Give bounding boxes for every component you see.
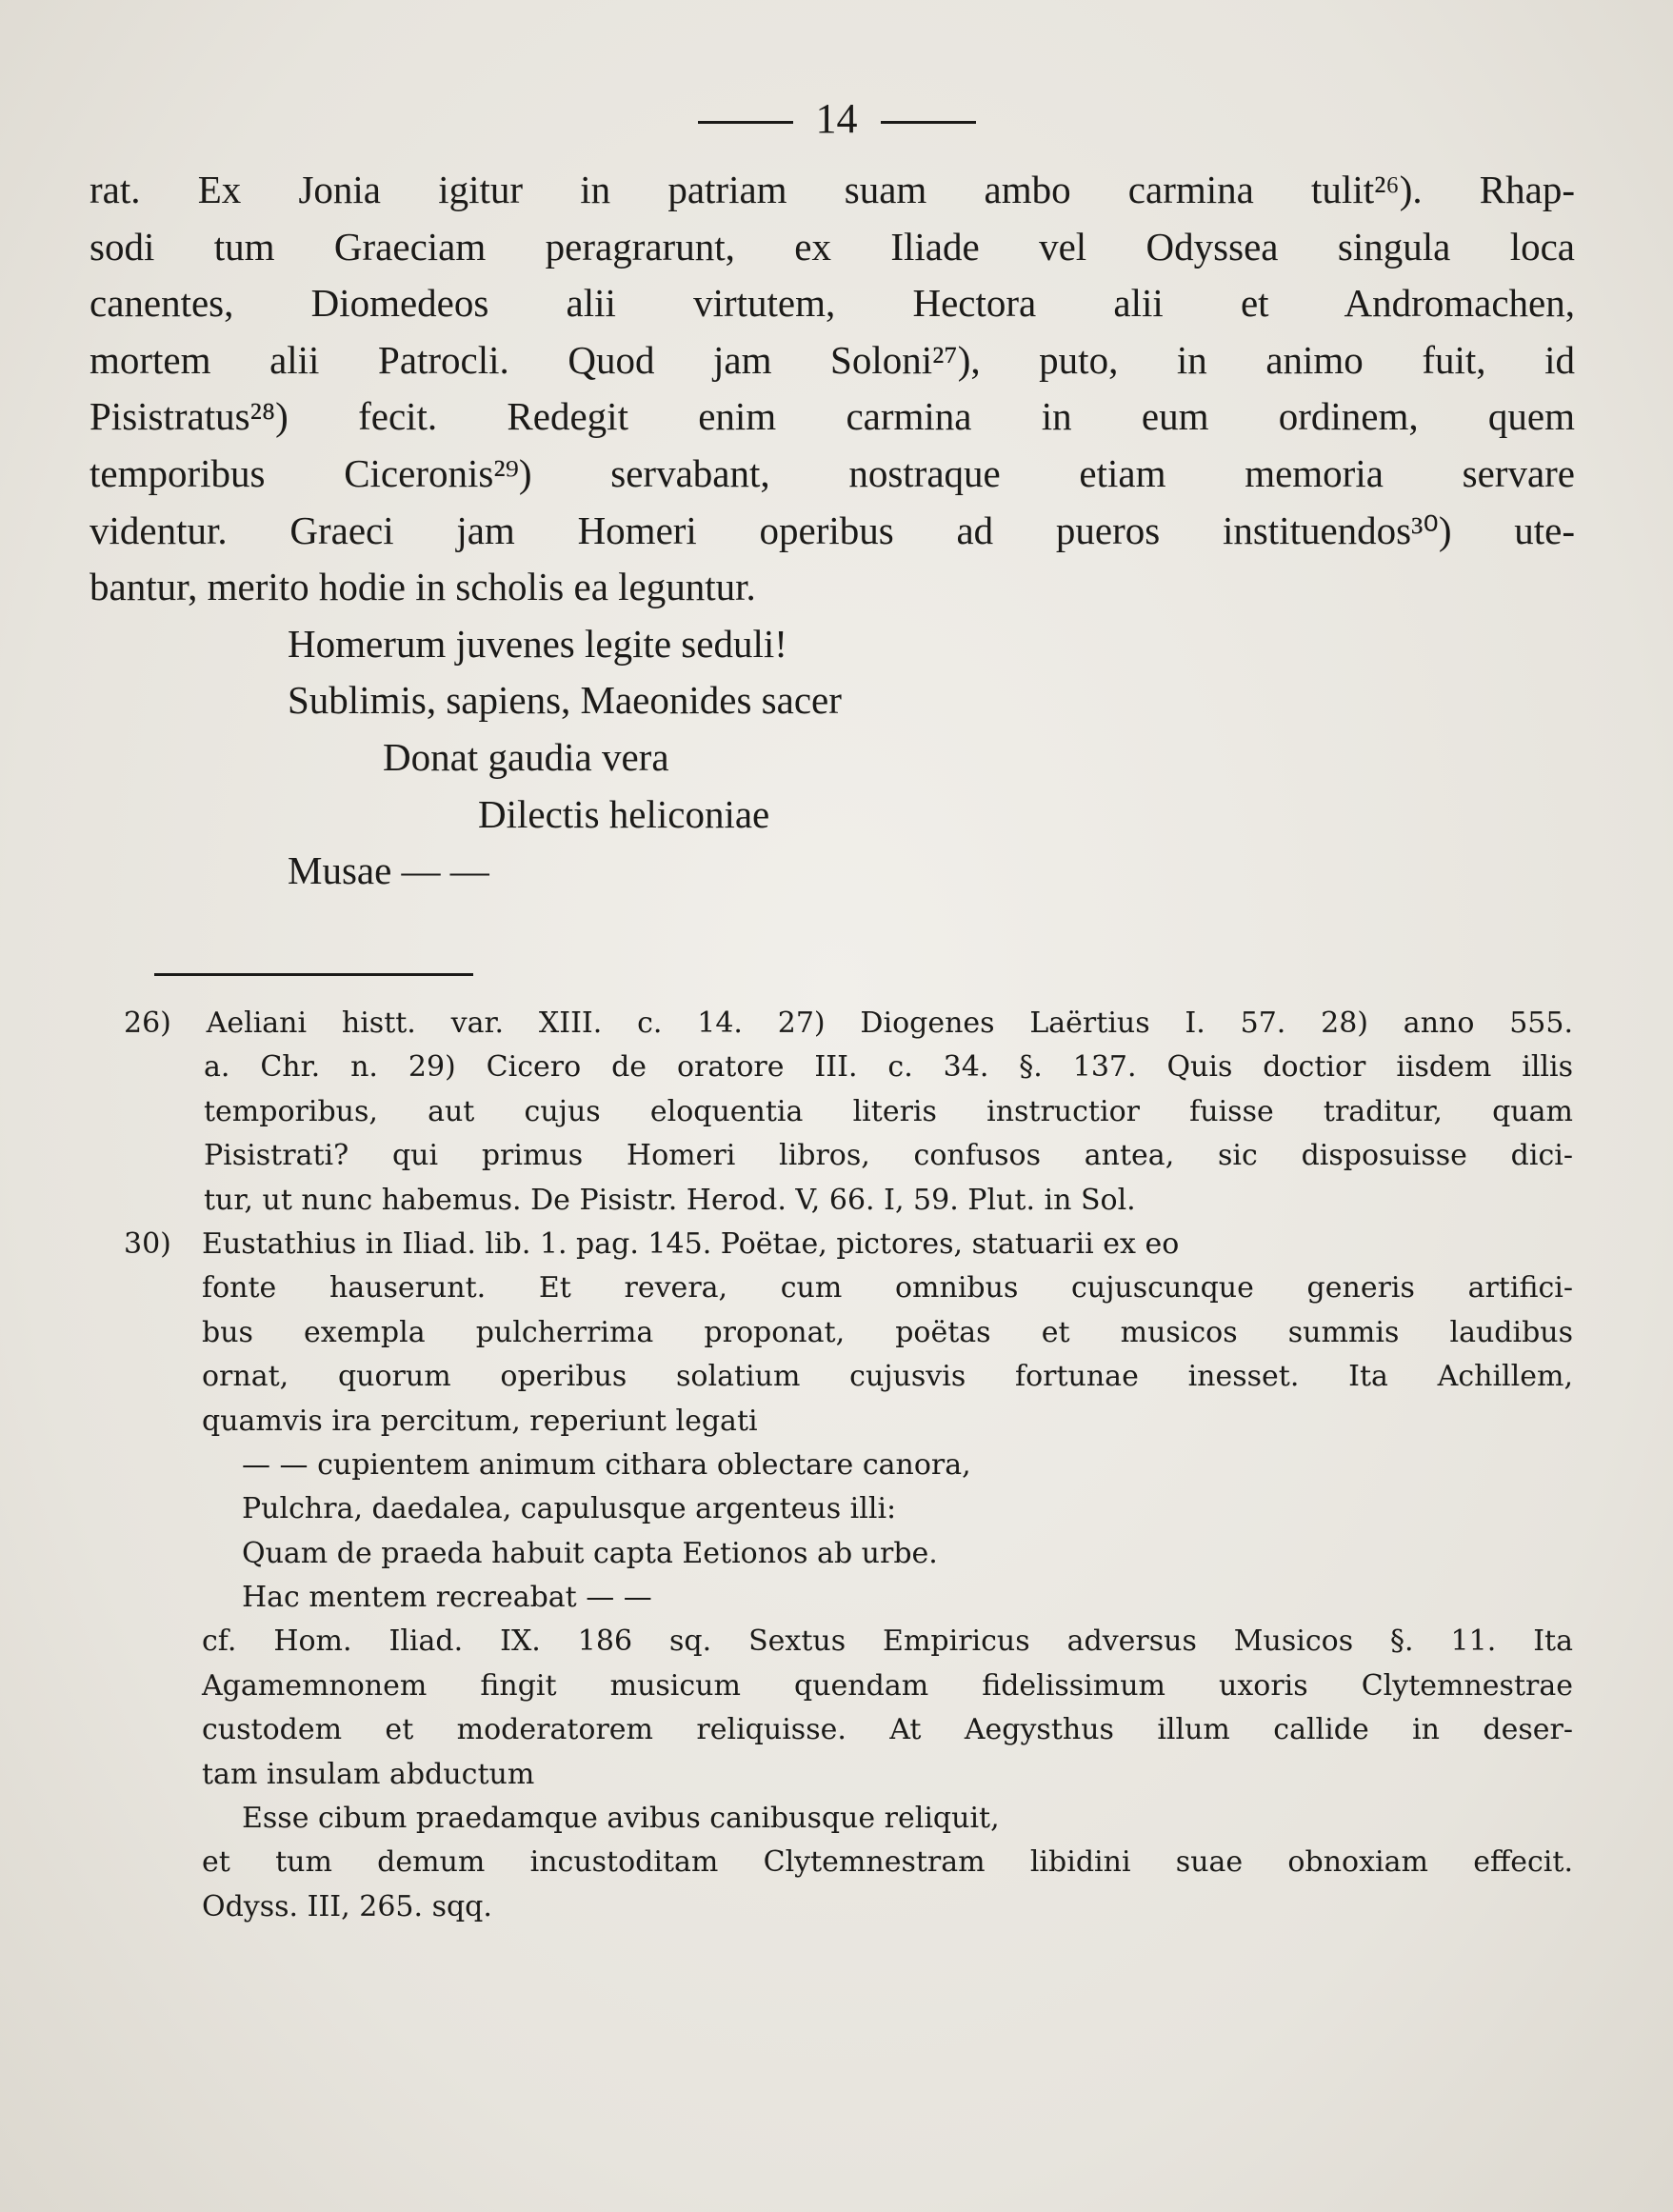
verse-line: Sublimis, sapiens, Maeonides sacer <box>288 678 842 723</box>
body-line: mortem alii Patrocli. Quod jam Soloni²⁷), puto, in animo fuit, id <box>90 337 1575 382</box>
footnote-line: tam insulam abductum <box>202 1757 535 1791</box>
footnote-line: tur, ut nunc habemus. De Pisistr. Herod. V, 66. I, 59. Plut. in Sol. <box>204 1183 1136 1217</box>
footnote-line: a. Chr. n. 29) Cicero de oratore III. c. 34. §. 137. Quis doctior iisdem illis <box>204 1050 1573 1085</box>
verse-line: Donat gaudia vera <box>383 734 669 779</box>
page-header <box>0 95 1673 143</box>
verse-line: Musae — — <box>288 848 489 893</box>
footnote-line: Odyss. III, 265. sqq. <box>202 1889 492 1923</box>
quote-line: Pulchra, daedalea, capulusque argenteus illi: <box>242 1492 897 1526</box>
body-line: canentes, Diomedeos alii virtutem, Hectora alii et Andromachen, <box>90 281 1575 326</box>
body-line: videntur. Graeci jam Homeri operibus ad pueros instituendos³⁰) ute- <box>90 508 1575 552</box>
body-line: rat. Ex Jonia igitur in patriam suam ambo carmina tulit²⁶). Rhap- <box>90 168 1575 211</box>
quote-line: Hac mentem recreabat — — <box>242 1581 652 1615</box>
footnote-line: quamvis ira percitum, reperiunt legati <box>202 1404 758 1438</box>
header-dash-right <box>881 121 976 124</box>
verse-line: Dilectis heliconiae <box>478 791 770 836</box>
footnote-line: custodem et moderatorem reliquisse. At Aegysthus illum callide in deser- <box>202 1713 1573 1747</box>
footnote-30-first <box>124 1223 1573 1266</box>
quote-line: — — cupientem animum cithara oblectare canora, <box>242 1447 971 1482</box>
body-line: temporibus Ciceronis²⁹) servabant, nostraque etiam memoria servare <box>90 450 1575 495</box>
footnote-line: temporibus, aut cujus eloquentia literis instructior fuisse traditur, quam <box>204 1094 1573 1128</box>
footnote-line: cf. Hom. Iliad. IX. 186 sq. Sextus Empiricus adversus Musicos §. 11. Ita <box>202 1624 1573 1659</box>
header-dash-left <box>698 121 793 124</box>
footnote-line: fonte hauserunt. Et revera, cum omnibus cujuscunque generis artifici- <box>202 1271 1573 1305</box>
footnote-line: Eustathius in Iliad. lib. 1. pag. 145. Poëtae, pictores, statuarii ex eo <box>202 1226 1180 1261</box>
body-line: Pisistratus²⁸) fecit. Redegit enim carmina in eum ordinem, quem <box>90 394 1575 439</box>
body-line: sodi tum Graeciam peragrarunt, ex Iliade vel Odyssea singula loca <box>90 224 1575 269</box>
footnote-line: bus exempla pulcherrima proponat, poëtas et musicos summis laudibus <box>202 1315 1573 1349</box>
footnote-line: Agamemnonem fingit musicum quendam fidelissimum uxoris Clytemnestrae <box>202 1668 1573 1703</box>
footnote-rule <box>154 973 473 976</box>
main-text <box>90 162 1575 900</box>
footnote-label: 30) <box>124 1226 171 1261</box>
quote-line: Esse cibum praedamque avibus canibusque reliquit, <box>242 1802 1000 1836</box>
verse-line: Homerum juvenes legite seduli! <box>288 621 787 666</box>
footnote-line: et tum demum incustoditam Clytemnestram libidini suae obnoxiam effecit. <box>202 1845 1573 1880</box>
footnote-line: 26) Aeliani histt. var. XIII. c. 14. 27) Diogenes Laërtius I. 57. 28) anno 555. <box>124 1006 1573 1040</box>
footnotes <box>124 1002 1573 1929</box>
quote-line: Quam de praeda habuit capta Eetionos ab urbe. <box>242 1536 938 1570</box>
footnote-line: Pisistrati? qui primus Homeri libros, confusos antea, sic disposuisse dici- <box>204 1139 1573 1173</box>
footnote-line: ornat, quorum operibus solatium cujusvis fortunae inesset. Ita Achillem, <box>202 1360 1573 1394</box>
page-number: 14 <box>815 95 858 142</box>
body-line: bantur, merito hodie in scholis ea leguntur. <box>90 565 756 609</box>
